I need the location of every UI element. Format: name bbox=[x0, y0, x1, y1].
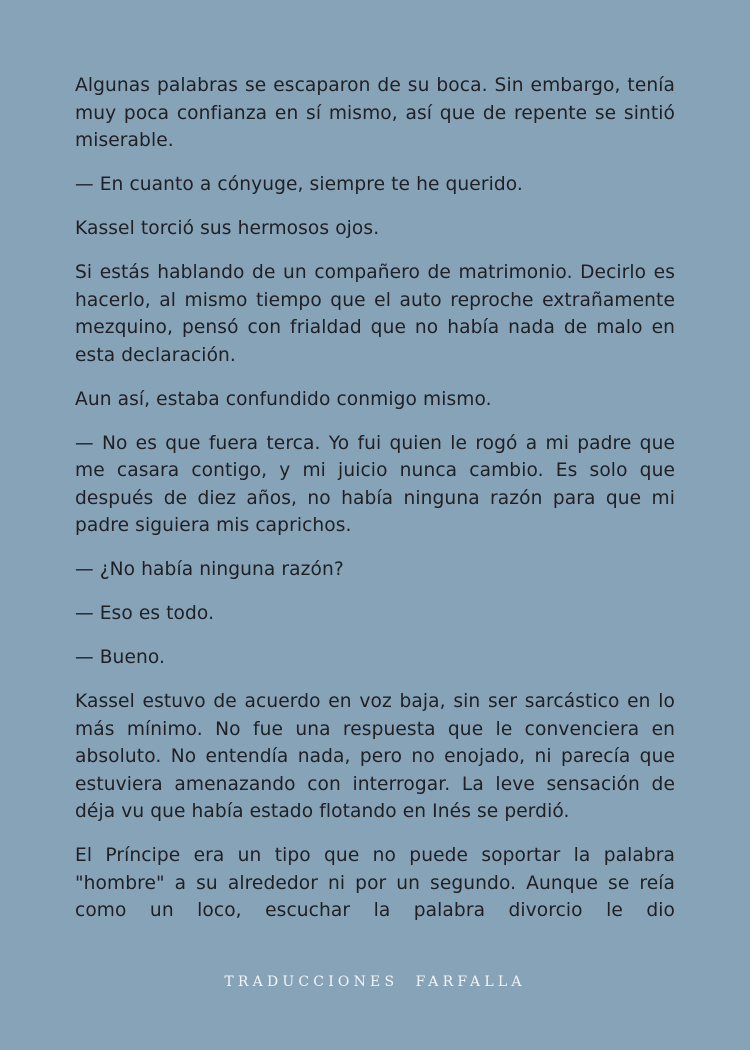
paragraph-2: — En cuanto a cónyuge, siempre te he querido. bbox=[75, 174, 523, 195]
paragraph-3: Kassel torció sus hermosos ojos. bbox=[75, 218, 380, 239]
paragraph-6: — No es que fuera terca. Yo fui quien le rogó a mi padre que me casara contigo, y mi juicio nunca cambio. Es solo que después de diez años, no había ninguna razón para que mi padre siguiera mis caprichos. bbox=[75, 432, 675, 536]
paragraph-9: — Bueno. bbox=[75, 647, 166, 668]
paragraph-1: Algunas palabras se escaparon de su boca. Sin embargo, tenía muy poca confianza en sí mismo, así que de repente se sintió miserable. bbox=[75, 75, 675, 151]
paragraph-11: El Príncipe era un tipo que no puede soportar la palabra "hombre" a su alrededor ni por un segundo. Aunque se reía como un loco, escuchar la palabra divorcio le dio bbox=[75, 845, 675, 921]
paragraph-10: Kassel estuvo de acuerdo en voz baja, sin ser sarcástico en lo más mínimo. No fue una respuesta que le convenciera en absoluto. No entendía nada, pero no enojado, ni parecía que estuviera amenazando con interrogar. La leve sensación de déja vu que había estado flotando en Inés se perdió. bbox=[75, 691, 675, 822]
paragraph-7: — ¿No había ninguna razón? bbox=[75, 559, 344, 580]
footer-credit: TRADUCCIONES FARFALLA bbox=[224, 974, 526, 990]
paragraph-8: — Eso es todo. bbox=[75, 603, 215, 624]
paragraph-4: Si estás hablando de un compañero de matrimonio. Decirlo es hacerlo, al mismo tiempo que el auto reproche extrañamente mezquino, pensó con frialdad que no había nada de malo en esta declaración. bbox=[75, 262, 675, 366]
page-body-text bbox=[75, 72, 675, 925]
paragraph-5: Aun así, estaba confundido conmigo mismo. bbox=[75, 388, 492, 410]
